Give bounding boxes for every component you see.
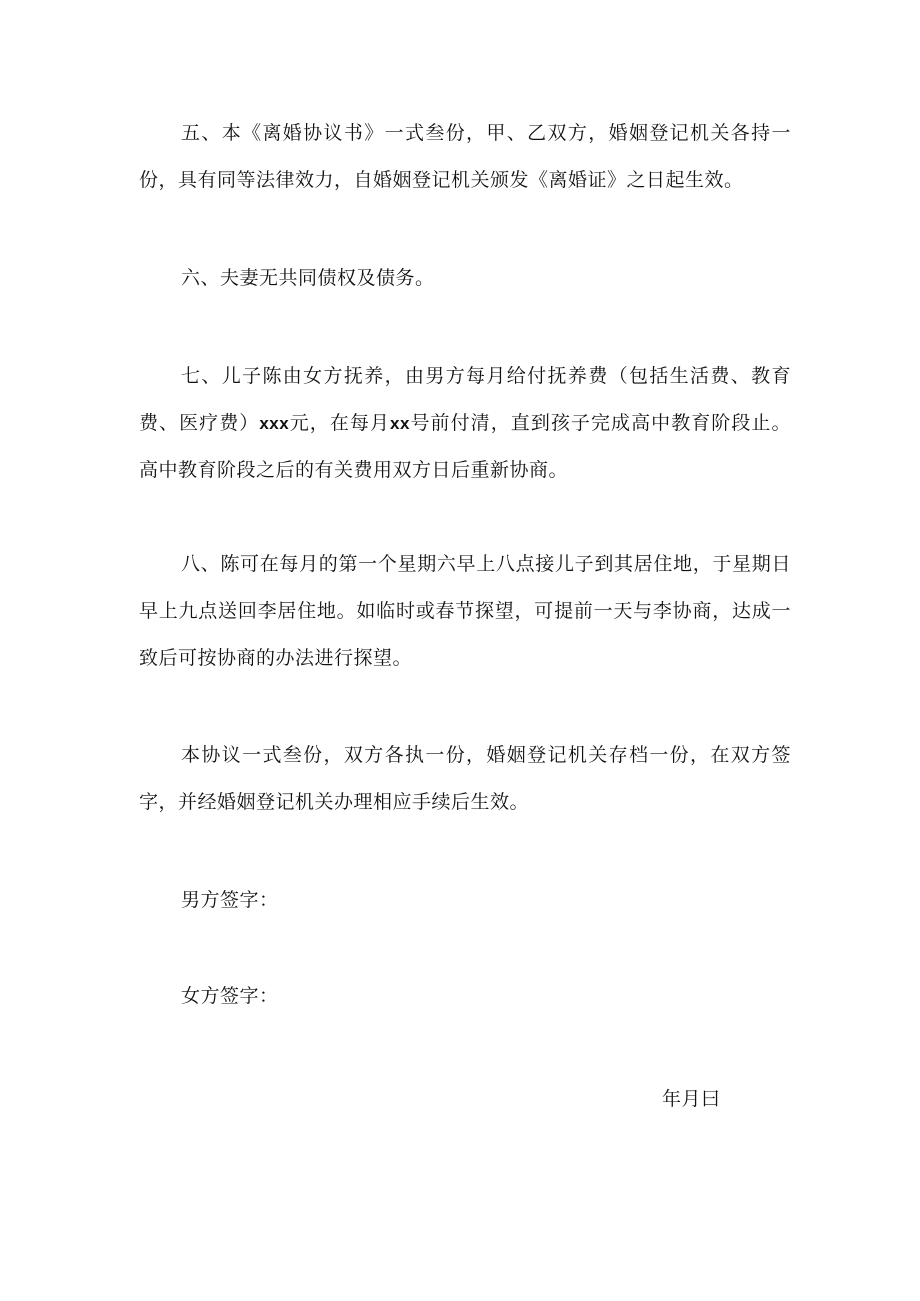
date-line: 年月曰: [662, 1088, 721, 1110]
female-signature-label: 女方签字：: [181, 985, 279, 1007]
male-signature-label: 男方签字：: [181, 889, 279, 911]
clause-eight: 八、陈可在每月的第一个星期六早上八点接儿子到其居住地，于星期日早上九点送回李居住地。如临时或春节探望，可提前一天与李协商，达成一致后可按协商的办法进行探望。: [139, 553, 791, 669]
clause-seven: [139, 353, 791, 494]
clause-seven-text-c: 号前付清，直到孩子完成高中教育阶段止。高中教育阶段之后的有关费用双方日后重新协商。: [139, 412, 791, 481]
closing-clause: 本协议一式叁份，双方各执一份，婚姻登记机关存档一份，在双方签字，并经婚姻登记机关办理相应手续后生效。: [139, 744, 791, 813]
clause-six: 六、夫妻无共同债权及债务。: [181, 267, 435, 289]
payment-day: xx: [390, 414, 410, 433]
clause-seven-text-b: 元，在每月: [289, 412, 391, 434]
child-support-amount: xxx: [259, 414, 290, 433]
clause-seven-text-a: 七、儿子陈由女方抚养，由男方每月给付抚养费（包括生活费、教育费、医疗费）: [139, 365, 791, 434]
clause-five: 五、本《离婚协议书》一式叁份，甲、乙双方，婚姻登记机关各持一份，具有同等法律效力，自婚姻登记机关颁发《离婚证》之日起生效。: [139, 122, 791, 191]
